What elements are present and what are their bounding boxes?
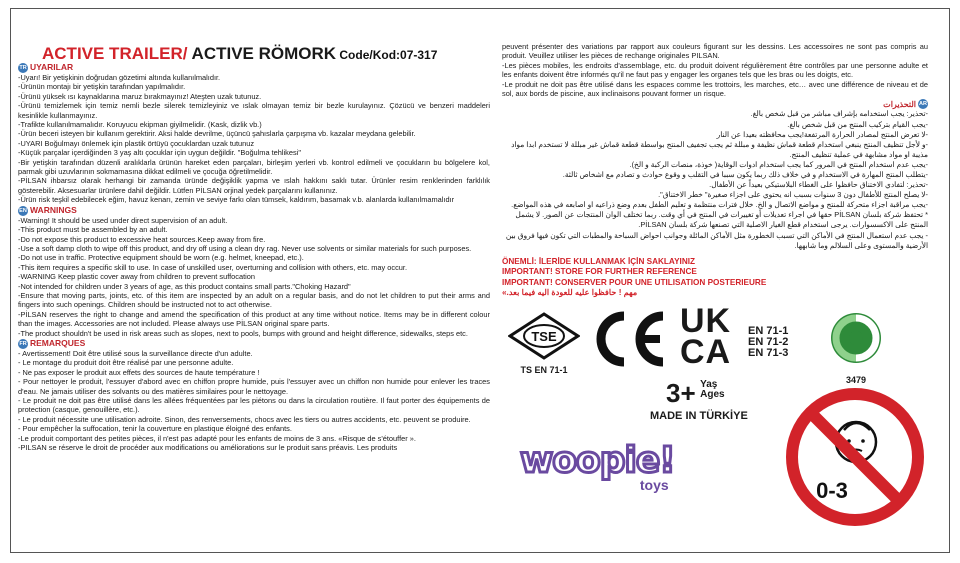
tr-line: -PİLSAN ihbarsız olarak herhangi bir zamanda üründe değişiklik yapma ve ıslah hakkını saklı tutar. Ürünler resim renklerinden farklılık gösterebilir. Aksesuarlar ürünlere dahil değildir. Lütfen PİLSAN orjinal yedek parçalarını kullanınız. xyxy=(18,176,490,195)
tr-line: -UYARI Boğulmayı önlemek için plastik örtüyü çocuklardan uzak tutunuz xyxy=(18,138,255,148)
en-standards xyxy=(748,326,788,359)
tr-line: -Küçük parçalar içerdiğinden 3 yaş altı çocuklar için uygun değildir. "Boğulma tehlikesi" xyxy=(18,148,301,158)
ukca-top: UK xyxy=(680,302,732,340)
en-heading: WARNINGS xyxy=(30,204,77,215)
tr-text xyxy=(18,73,490,205)
fr-text-continued xyxy=(502,42,928,98)
tr-line: -Ürünü yüksek ısı kaynaklarına maruz bırakmayınız! Ateşten uzak tutunuz. xyxy=(18,91,262,101)
fr-line: - Pour empêcher la suffocation, tenir la couverture en plastique éloigné des enfants. xyxy=(18,424,292,434)
ar-line: -و لأجل تنظيف المنتج ينبغي استخدام قطعة قماش نظيفة و مبللة ثم يجب تجفيف المنتج بواسطة قطعة قماش غير مبللة لا تستخدم ابدا مواد مذيبة او مواد مشابهة في عملية تنظيف المنتج. xyxy=(511,139,928,159)
en-line: -Warning! It should be used under direct supervision of an adult. xyxy=(18,215,228,225)
ar-line: -لا يصلح المنتج للأطفال دون 3 سنوات بسبب انه يحتوي على اجزاء صغيرة" خطر الاختناق". xyxy=(658,190,928,200)
tr-line: -Trafikte kullanılmamalıdır. Koruyucu ekipman giyilmelidir. (Kask, dizlik vb.) xyxy=(18,120,262,130)
ar-line: -لا تعرض المنتج لمصادر الحرارة المرتفعة!يجب محافظته بعيدا عن النار xyxy=(716,129,928,139)
tr-line: -Ürünü temizlemek için temiz nemli bezle silerek temizleyiniz ve ıslak olmayan temiz bir bezle kurulayınız. Çözücü ve benzeri maddeleri kesinlikle kullanmayınız. xyxy=(18,101,490,120)
warn-line: ÖNEMLİ: İLERİDE KULLANMAK İÇİN SAKLAYINIZ xyxy=(502,256,696,266)
ar-text xyxy=(502,109,928,250)
woopie-logo xyxy=(520,440,675,493)
age-word-en: Ages xyxy=(700,389,725,400)
en-std-line: EN 71-3 xyxy=(748,347,789,359)
en-text xyxy=(18,216,490,338)
warn-line: مهم ! حافظوا عليه للعودة اليه فيما بعد.» xyxy=(502,288,638,298)
tr-line: -Ürün risk teşkil edebilecek eğim, havuz kenarı, zemin ve seviye farkı olan tümsek, kaldırım, basamak v.b. alanlarda kullanılmamalıdır xyxy=(18,195,455,205)
fr-text xyxy=(18,349,490,452)
ar-line: -تحذير: لتفادي الاختناق حافظوا على الغطاء البلاستيكي بعيداً عن الأطفال. xyxy=(709,180,928,190)
ar-line: -تحذير: يجب استخدامه بإشراف مباشر من قبل شخص بالغ. xyxy=(750,109,928,119)
fr-line: -Le produit ne doit pas être utilisé dans les espaces comme les trottoirs, les marches, etc… avec une différence de niveau et de sol, aux bords de piscine, aux inclinaisons pouvant former un risque. xyxy=(502,79,928,99)
fr-line: -Les pièces mobiles, les endroits d'assemblage, etc. du produit doivent régulièrement être contrôles par une personne adulte et les enfants doivent être informés qu'il ne faut pas y engager les organes tels que les bras ou les doigts, etc. xyxy=(502,60,928,80)
right-column xyxy=(502,42,928,299)
ar-section-header xyxy=(502,99,928,109)
ar-line: -يتطلب المنتج المهارة في الاستخدام و في خلاف ذلك ربما يكون سببا في التقلب و وقوع حوادث و تصادم مع اشخاص ثالثة. xyxy=(562,170,928,179)
ar-badge: AR xyxy=(919,101,927,108)
fr-heading: REMARQUES xyxy=(30,338,86,349)
fr-line: - Le montage du produit doit être réalisé par une personne adulte. xyxy=(18,358,234,368)
recycle-icon xyxy=(830,312,882,364)
ts-en-label: TS EN 71-1 xyxy=(520,365,568,375)
left-column xyxy=(18,62,490,452)
age-word-tr: Yaş xyxy=(700,379,718,390)
warn-line: IMPORTANT! CONSERVER POUR UNE UTILISATION POSTERIEURE xyxy=(502,277,767,287)
en-std-line: EN 71-1 xyxy=(748,325,789,337)
en-badge: EN xyxy=(19,207,27,214)
tr-line: -Uyarı! Bir yetişkinin doğrudan gözetimi altında kullanılmalıdır. xyxy=(18,73,221,82)
ar-line: * تحتفظ شركة بلسان PİLSAN حقها في اجراء تعديلات أو تغييرات في المنتج في أي وقت. ربما تختلف الوان المنتجات عن الصور. لا يشمل المنتج على الاكسسوارات. يرجى استخدام قطع الغيار الاصلية التي تصنعها شركة بلسان PİLSAN. xyxy=(515,210,928,230)
en-line: -WARNING Keep plastic cover away from children to prevent suffocation xyxy=(18,272,256,282)
tse-logo xyxy=(508,312,580,375)
fr-section-header xyxy=(18,339,490,349)
storage-warnings xyxy=(502,257,928,299)
warn-line: IMPORTANT! STORE FOR FURTHER REFERENCE xyxy=(502,267,697,277)
woopie-sub: toys xyxy=(639,477,669,493)
fr-line: -Le produit comportant des petites pièces, il n'est pas adapté pour les enfants de moins de 3 ans. «Risque de s'étouffer ». xyxy=(18,433,416,443)
tr-line: -Bir yetişkin tarafından düzenli aralıklarla ürünün hareket eden parçaları, birleşim yerleri vb. kontrol edilmeli ve çocukların bu bölgelere kol, parmak gibi uzuvlarının sokmamasına dikkat edilmeli ve çocuğa öğretilmelidir. xyxy=(18,157,490,177)
ar-heading: التحذيرات xyxy=(883,99,916,109)
tr-section-header xyxy=(18,63,490,73)
tr-line: -Ürün beceri isteyen bir kullanım gerektirir. Aksi halde devrilme, üçüncü şahıslarla çarpışma vb. kazalar meydana gelebilir. xyxy=(18,129,416,139)
en-line: -This item requires a specific skill to use. In case of unskilled user, overturning and collision with others, etc. may occur. xyxy=(18,262,407,272)
ar-line: - يجب عدم استعمال المنتج في الأماكن التي تسبب الخطورة مثل الأماكن المائلة وجوانب احواض السباحة والمطبات التي تكون فيها فروق بين الأرضية والمستوى وعلى السلالم وما شابهها. xyxy=(505,230,928,250)
en-line: -Do not expose this product to excessive heat sources.Keep away from fire. xyxy=(18,234,266,244)
green-dot-logo xyxy=(828,312,884,385)
en-line: -Not intended for children under 3 years of age, as this product contains small parts."Choking Hazard" xyxy=(18,281,351,291)
ukca-logo xyxy=(680,302,742,371)
age-number: 3+ xyxy=(666,378,696,408)
fr-line: - Avertissement! Doit être utilisé sous la surveillance directe d'un adulte. xyxy=(18,348,253,358)
fr-line: - Ne pas exposer le produit aux effets des sources de haute température ! xyxy=(18,367,260,377)
tr-badge: TR xyxy=(19,65,27,71)
en-line: -Do not use in traffic. Protective equipment should be worn (e.g. helmet, kneepad, etc.). xyxy=(18,253,304,263)
en-line: -Use a soft damp cloth to wipe off this product, and dry off using a clean dry rag. Never use solvents or similar materials for such purposes. xyxy=(18,243,472,253)
en-std-line: EN 71-2 xyxy=(748,336,789,348)
no-age-label: 0-3 xyxy=(816,478,848,503)
tr-heading: UYARILAR xyxy=(30,62,74,73)
fr-line: - Pour nettoyer le produit, l'essuyer d'abord avec en chiffon propre humide, puis l'essuyer avec un chiffon non humide pour enlever les traces d'eau. Ne jamais utiliser des solvants ou des matières similaires pour le nettoyage. xyxy=(18,377,490,396)
age-badge xyxy=(666,378,725,409)
en-line: -Ensure that moving parts, joints, etc. of this item are inspected by an adult on a regular basis, and do not let children to put their arms and fingers into such openings. Children should be instructed not to act otherwise. xyxy=(18,290,490,310)
en-line: -This product must be assembled by an adult. xyxy=(18,225,168,235)
fr-line: - Le produit ne doit pas être utilisé dans les allées fréquentées par les piétons ou dans la circulation routière. Il faut porter des équipements de protection (casque, genouillère, etc.). xyxy=(18,396,490,415)
ar-line: -يجب القيام بتركيب المنتج من قبل شخص بالغ. xyxy=(787,119,928,129)
ukca-bottom: CA xyxy=(680,333,732,371)
fr-badge: FR xyxy=(19,340,27,347)
ce-logo xyxy=(588,310,668,373)
en-line: -The product shouldn't be used in risk areas such as slopes, next to pools, bumps with ground and height difference, sidewalks, steps etc. xyxy=(18,328,468,338)
fr-line: -PILSAN se réserve le droit de procéder aux modifications ou améliorations sur le produit sans préavis. Les produits xyxy=(18,443,398,453)
not-for-0-3-sign xyxy=(784,386,926,533)
made-in-label: MADE IN TÜRKİYE xyxy=(650,410,748,422)
woopie-brand: woopie! xyxy=(520,440,675,481)
page-title: ACTIVE TRAILER/ ACTIVE RÖMORK Code/Kod:07-317 xyxy=(42,44,438,63)
ar-line: -يجب مراقبة اجزاء متحركة للمنتج و مواضع الاتصال و الخ. خلال فترات منتظمة و تعليم الطفل بعدم وضع ذراعيه او اصابعه في هذه المواضع. xyxy=(511,200,928,210)
green-dot-code: 3479 xyxy=(845,375,867,385)
fr-line: - Le produit nécessite une utilisation adroite. Sinon, des renversements, chocs avec les tiers ou autres accidents, etc. peuvent se produire. xyxy=(18,414,471,424)
en-line: -PİLSAN reserves the right to change and amend the specification of this product at any time without notice. Items may be in different colour than the images. Accessories are not included. Please always use PİLSAN original spare parts. xyxy=(18,309,490,329)
ar-line: -يجب عدم استخدام المنتج في المرور كما يجب استخدام ادوات الوقاية( خوذة، منصات الركبة و الخ). xyxy=(629,159,928,169)
tse-mark: TSE xyxy=(531,329,557,344)
en-section-header xyxy=(18,206,490,216)
fr-line: peuvent présenter des variations par rapport aux couleurs figurant sur les dessins. Les accessoires ne sont pas compris au produit. Veuillez utiliser les pièces de rechange originales PILSAN. xyxy=(502,42,928,61)
tr-line: -Ürünün montajı bir yetişkin tarafından yapılmalıdır. xyxy=(18,82,186,92)
